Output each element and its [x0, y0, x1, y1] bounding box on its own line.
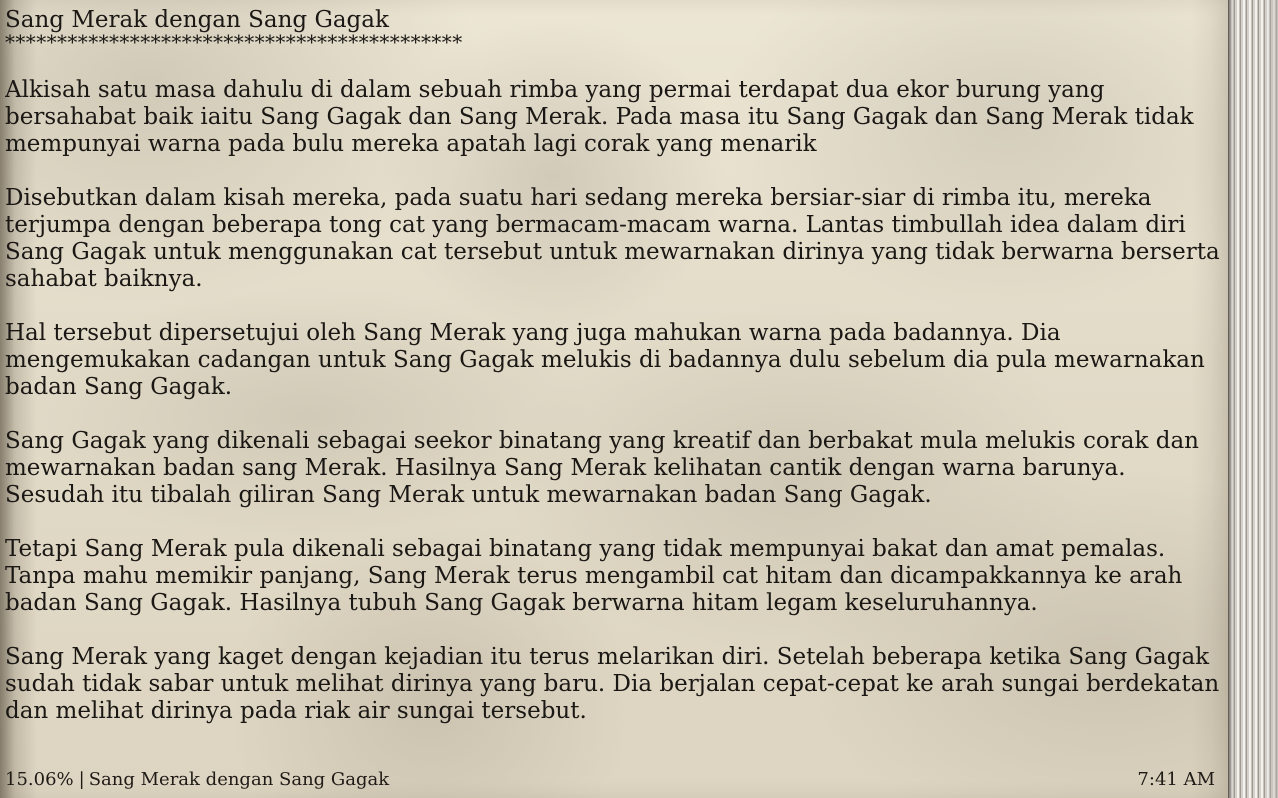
- status-divider: |: [78, 769, 85, 790]
- clock-time: 7:41 AM: [1137, 769, 1215, 790]
- story-paragraph-6: Sang Merak yang kaget dengan kejadian itu terus melarikan diri. Setelah beberapa ketika Sang Gagak sudah tidak sabar untuk melihat dirinya yang baru. Dia berjalan cepat-cepat ke arah sungai berdekatan dan melihat dirinya pada riak air sungai tersebut.: [5, 644, 1220, 724]
- book-page-edge[interactable]: [1228, 0, 1278, 798]
- reading-progress: 15.06%: [5, 769, 74, 790]
- reader-status-bar: [5, 766, 1215, 796]
- story-paragraph-3: Hal tersebut dipersetujui oleh Sang Merak yang juga mahukan warna pada badannya. Dia mengemukakan cadangan untuk Sang Gagak melukis di badannya dulu sebelum dia pula mewarnakan badan Sang Gagak.: [5, 320, 1205, 400]
- story-paragraph-4: Sang Gagak yang dikenali sebagai seekor binatang yang kreatif dan berbakat mula melukis corak dan mewarnakan badan sang Merak. Hasilnya Sang Merak kelihatan cantik dengan warna barunya. Sesudah itu tibalah giliran Sang Merak untuk mewarnakan badan Sang Gagak.: [5, 428, 1199, 508]
- chapter-title-status: Sang Merak dengan Sang Gagak: [88, 769, 390, 790]
- story-paragraph-5: Tetapi Sang Merak pula dikenali sebagai binatang yang tidak mempunyai bakat dan amat pemalas. Tanpa mahu memikir panjang, Sang Merak terus mengambil cat hitam dan dicampakkannya ke arah badan Sang Gagak. Hasilnya tubuh Sang Gagak berwarna hitam legam keseluruhannya.: [5, 536, 1183, 616]
- story-paragraph-1: Alkisah satu masa dahulu di dalam sebuah rimba yang permai terdapat dua ekor burung yang bersahabat baik iaitu Sang Gagak dan Sang Merak. Pada masa itu Sang Gagak dan Sang Merak tidak mempunyai warna pada bulu mereka apatah lagi corak yang menarik: [5, 77, 1194, 157]
- reading-status: [5, 766, 389, 794]
- story-paragraph-2: Disebutkan dalam kisah mereka, pada suatu hari sedang mereka bersiar-siar di rimba itu, mereka terjumpa dengan beberapa tong cat yang bermacam-macam warna. Lantas timbullah idea dalam diri Sang Gagak untuk menggunakan cat tersebut untuk mewarnakan dirinya yang tidak berwarna berserta sahabat baiknya.: [5, 185, 1220, 292]
- story-content[interactable]: [5, 7, 1221, 761]
- story-title: Sang Merak dengan Sang Gagak: [5, 7, 389, 33]
- star-separator: ********************************************: [5, 30, 463, 54]
